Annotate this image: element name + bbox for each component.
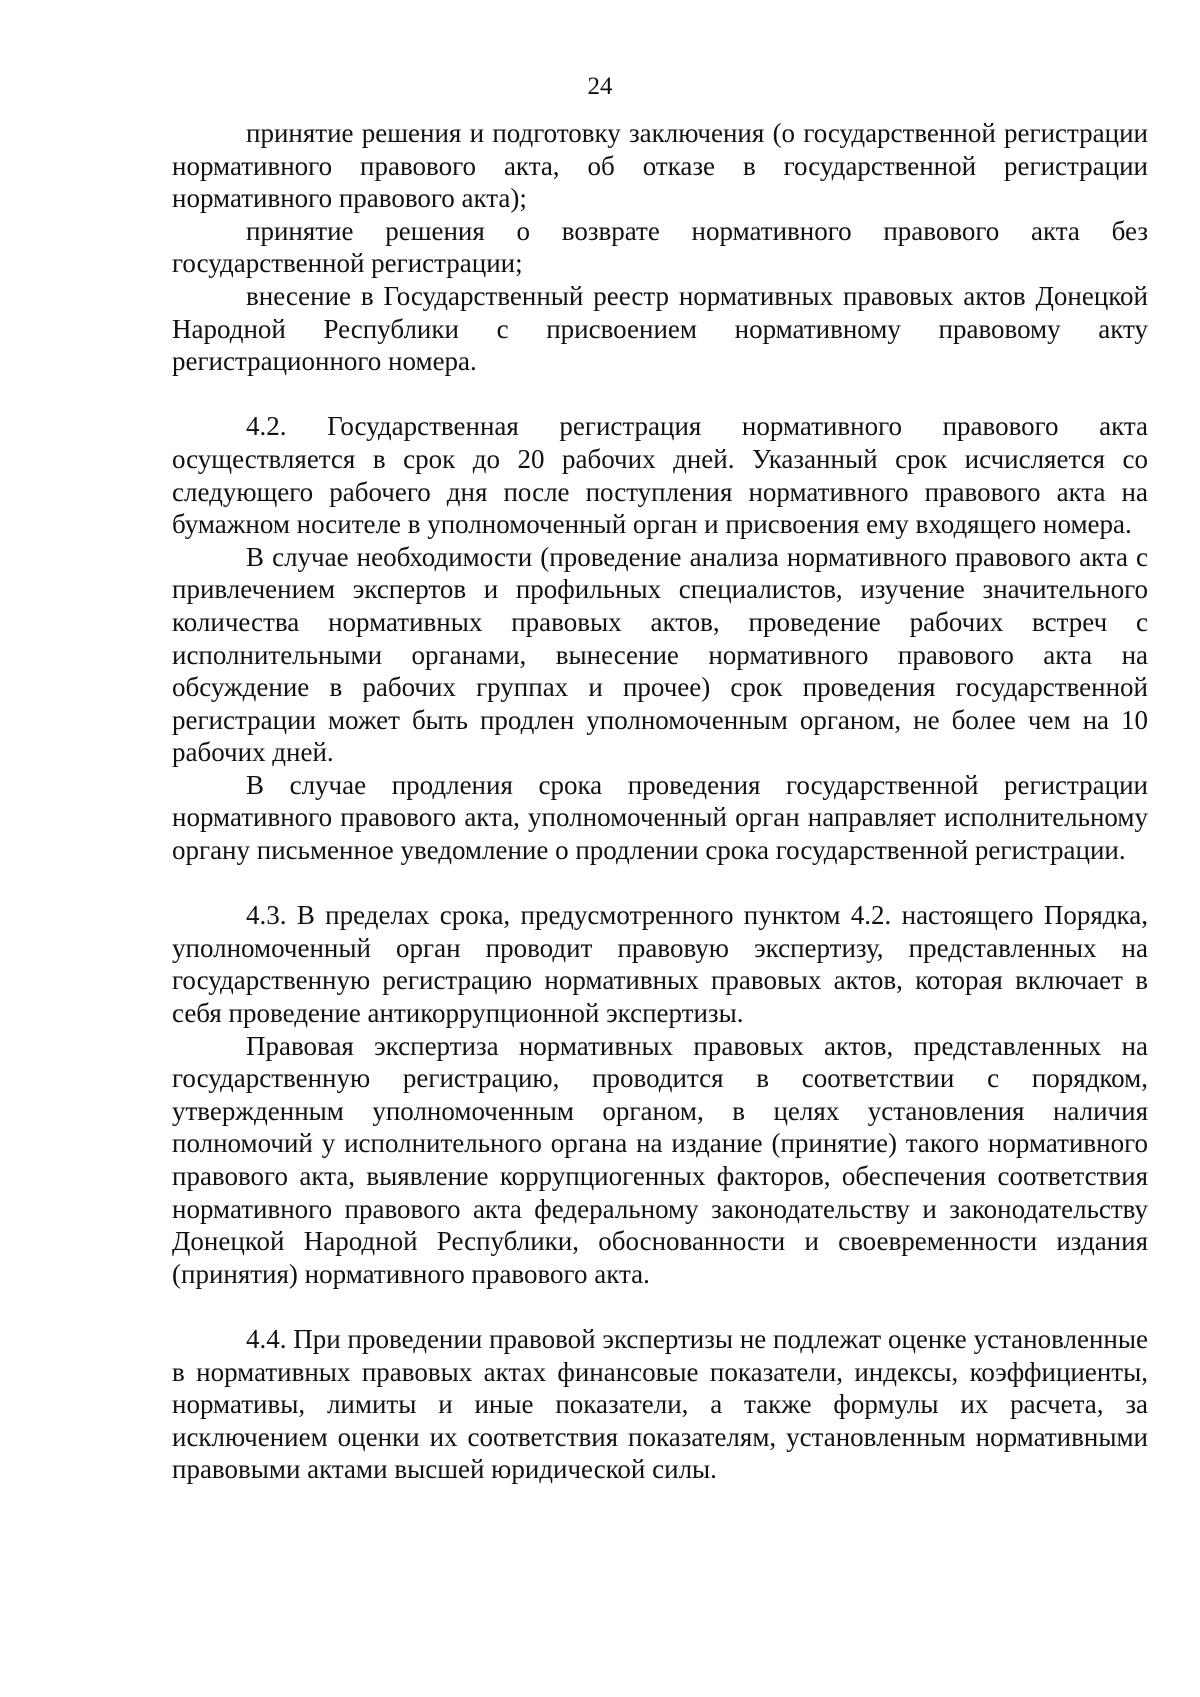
paragraph-4-3: 4.3. В пределах срока, предусмотренного пунктом 4.2. настоящего Порядка, уполномоченный орган проводит правовую экспертизу, представленных на государственную регистрацию нормативных правовых актов, которая включает в себя проведение антикоррупционной экспертизы. <box>172 900 1148 1029</box>
document-body <box>172 117 1148 1486</box>
paragraph-extension-notice: В случае продления срока проведения государственной регистрации нормативного правового акта, уполномоченный орган направляет исполнительному органу письменное уведомление о продлении срока государственной регистрации. <box>172 769 1148 866</box>
paragraph-legal-expertise: Правовая экспертиза нормативных правовых актов, представленных на государственную регистрацию, проводится в соответствии с порядком, утвержденным уполномоченным органом, в целях установления наличия полномочий у исполнительного органа на издание (принятие) такого нормативного правового акта, выявление коррупциогенных факторов, обеспечения соответствия нормативного правового акта федеральному законодательству и законодательству Донецкой Народной Республики, обоснованности и своевременности издания (принятия) нормативного правового акта. <box>172 1030 1148 1289</box>
paragraph-decision-conclusion: принятие решения и подготовку заключения (о государственной регистрации нормативного правового акта, об отказе в государственной регистрации нормативного правового акта); <box>172 118 1148 214</box>
paragraph-4-2: 4.2. Государственная регистрация нормативного правового акта осуществляется в срок до 20 рабочих дней. Указанный срок исчисляется со следующего рабочего дня после поступления нормативного правового акта на бумажном носителе в уполномоченный орган и присвоения ему входящего номера. <box>172 411 1148 540</box>
paragraph-registry-entry: внесение в Государственный реестр нормативных правовых актов Донецкой Народной Республики с присвоением нормативному правовому акту регистрационного номера. <box>172 280 1148 377</box>
paragraph-extension-cases: В случае необходимости (проведение анализа нормативного правового акта с привлечением экспертов и профильных специалистов, изучение значительного количества нормативных правовых актов, проведение рабочих встреч с исполнительными органами, вынесение нормативного правового акта на обсуждение в рабочих группах и прочее) срок проведения государственной регистрации может быть продлен уполномоченным органом, не более чем на 10 рабочих дней. <box>172 541 1148 768</box>
page-number: 24 <box>587 73 613 100</box>
paragraph-4-4: 4.4. При проведении правовой экспертизы не подлежат оценке установленные в нормативных правовых актах финансовые показатели, индексы, коэффициенты, нормативы, лимиты и иные показатели, а также формулы их расчета, за исключением оценки их соответствия показателям, установленным нормативными правовыми актами высшей юридической силы. <box>172 1323 1148 1485</box>
paragraph-decision-return: принятие решения о возврате нормативного правового акта без государственной регистрации; <box>172 215 1148 279</box>
